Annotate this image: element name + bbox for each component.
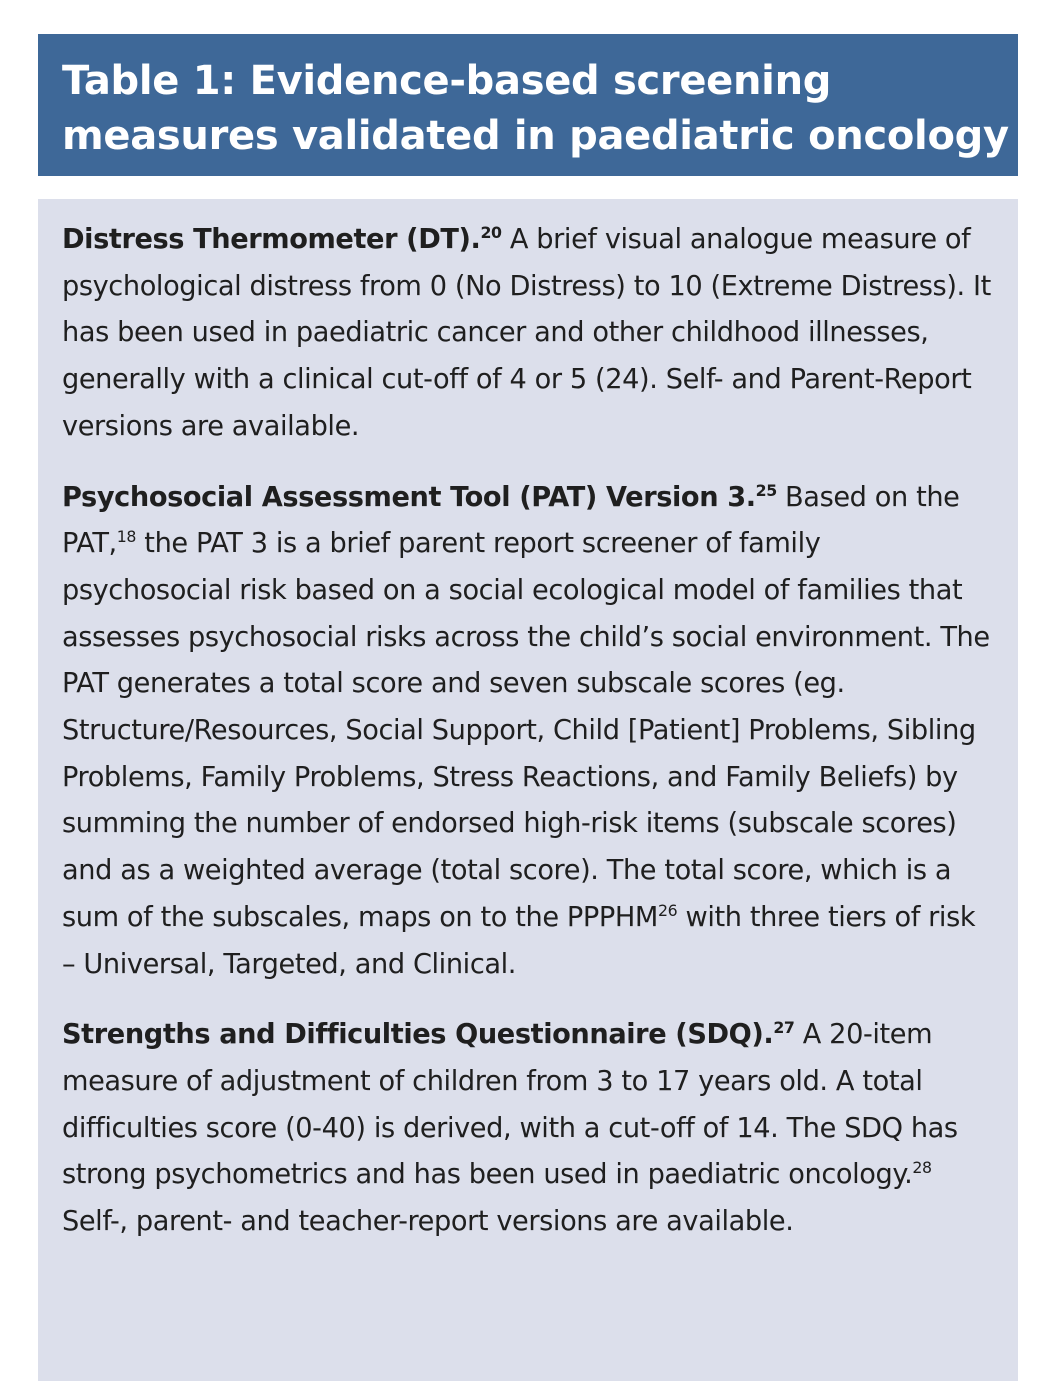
table-header — [38, 34, 1018, 176]
entry-strengths-difficulties-questionnaire — [62, 1012, 994, 1246]
table-title — [62, 54, 1009, 164]
entry-body: Self-, parent- and teacher-report versions are available. — [62, 1206, 794, 1238]
entry-distress-thermometer — [62, 217, 994, 451]
entry-psychosocial-assessment-tool — [62, 475, 994, 989]
entry-body: A 20-item measure of adjustment of children from 3 to 17 years old. A total difficulties score (0-40) is derived, with a cut-off of 14. The SDQ has strong psychometrics and has been used in paediatric oncology. — [62, 1019, 958, 1191]
entry-body: Based on the PAT, — [62, 481, 960, 560]
entry-title: Distress Thermometer (DT). — [62, 224, 481, 255]
reference-marker: 20 — [480, 222, 502, 242]
table-title-line-1: Table 1: Evidence-based screening — [62, 58, 832, 104]
table-title-line-2: measures validated in paediatric oncology — [62, 113, 1009, 159]
table-body — [38, 199, 1018, 1381]
entry-title: Psychosocial Assessment Tool (PAT) Version 3. — [62, 481, 756, 513]
entry-body: A brief visual analogue measure of psychological distress from 0 (No Distress) to 10 (Extreme Distress). It has been used in paediatric cancer and other childhood illnesses, generally with a clinical cut-off of 4 or 5 (24). Self- and Parent-Report versions are available. — [62, 224, 991, 442]
entry-title: Strengths and Difficulties Questionnaire (SDQ). — [62, 1019, 774, 1051]
reference-marker: 28 — [912, 1158, 932, 1178]
reference-marker: 26 — [657, 900, 678, 920]
reference-marker: 18 — [116, 527, 137, 547]
reference-marker: 27 — [773, 1018, 795, 1038]
reference-marker: 25 — [755, 480, 777, 500]
entry-body: with three tiers of risk – Universal, Targeted, and Clinical. — [62, 901, 976, 980]
entry-body: the PAT 3 is a brief parent report screener of family psychosocial risk based on a social ecological model of families that assesses psychosocial risks across the child’s social environment. The PAT generates a total score and seven subscale scores (eg. Structure/Resources, Social Support, Child [Patient] Problems, Sibling Problems, Family Problems, Stress Reactions, and Family Beliefs) by summing the number of endorsed high-risk items (subscale scores) and as a weighted average (total score). The total score, which is a sum of the subscales, maps on to the PPPHM — [62, 528, 990, 933]
